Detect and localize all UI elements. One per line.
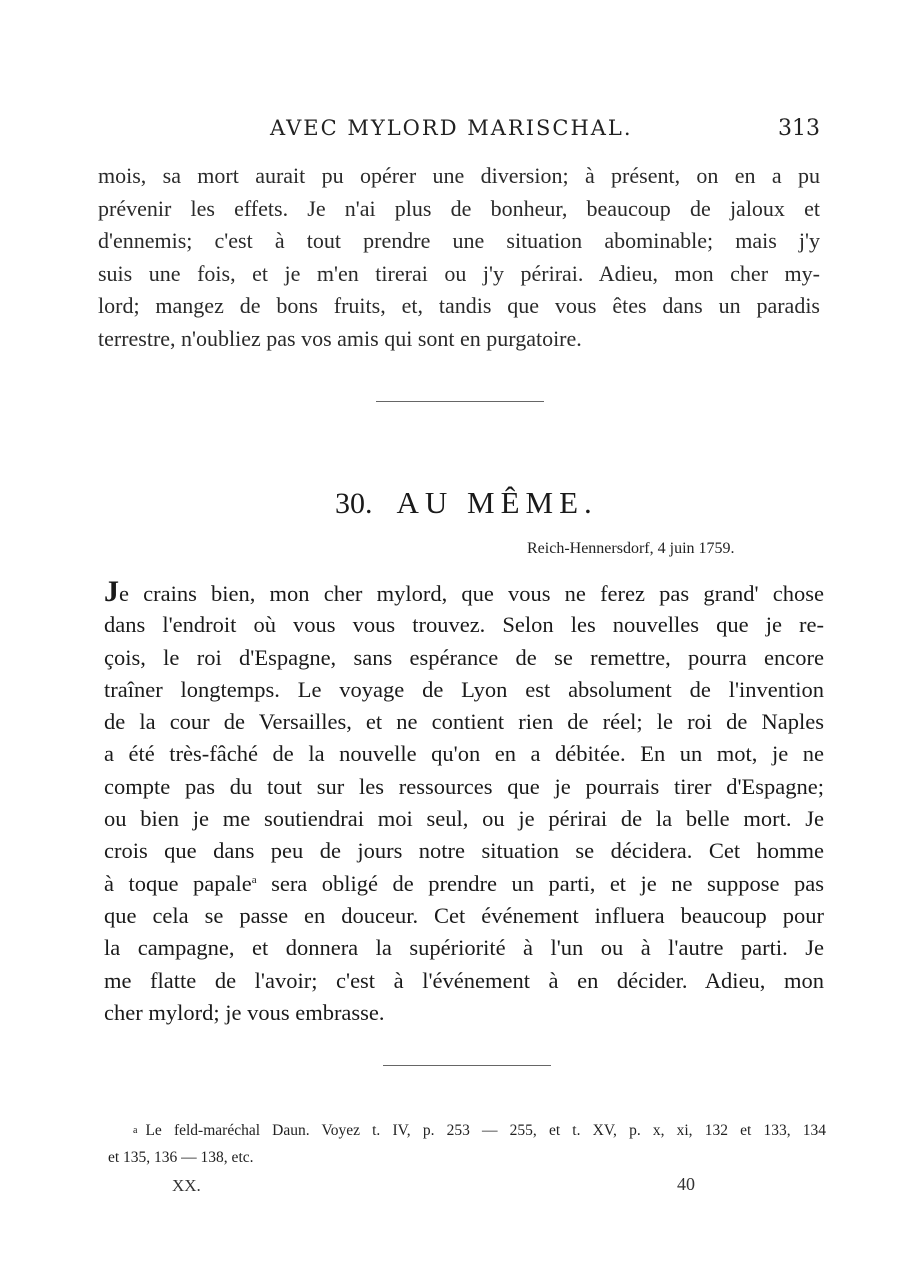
footnote	[108, 1117, 826, 1171]
footnote-reference[interactable]: a	[251, 873, 257, 886]
letter-heading	[335, 485, 598, 521]
text-line: a été très-fâché de la nouvelle qu'on en a débitée. En un mot, je ne	[104, 741, 824, 767]
footnote-line	[108, 1117, 826, 1144]
text-line: lord; mangez de bons fruits, et, tandis que vous êtes dans un paradis	[98, 293, 820, 318]
text-line: traîner longtemps. Le voyage de Lyon est absolument de l'invention	[104, 676, 824, 702]
signature-mark: XX.	[172, 1176, 201, 1195]
text-line-content: à toque papale	[104, 870, 252, 896]
letter-number: 30.	[335, 487, 373, 520]
text-line: ou bien je me soutiendrai moi seul, ou je périrai de la belle mort. Je	[104, 806, 824, 832]
text-line: compte pas du tout sur les ressources que je pourrais tirer d'Espagne;	[104, 773, 824, 799]
text-line-content: sera obligé de prendre un parti, et je ne suppose pas	[256, 870, 825, 896]
footnote-marker: a	[133, 1125, 138, 1136]
text-line: prévenir les effets. Je n'ai plus de bonheur, beaucoup de jaloux et	[98, 195, 820, 221]
letter-body	[104, 577, 824, 1029]
sheet-number: 40	[677, 1174, 695, 1194]
text-line: crois que dans peu de jours notre situation se décidera. Cet homme	[104, 838, 824, 864]
text-line: la campagne, et donnera la supériorité à l'un ou à l'autre parti. Je	[104, 935, 824, 961]
footnote-line: et 135, 136 — 138, etc.	[108, 1149, 254, 1166]
footnote-text: Le feld-maréchal Daun. Voyez t. IV, p. 253 — 255, et t. XV, p. x, xi, 132 et 133, 134	[145, 1122, 826, 1139]
text-line: que cela se passe en douceur. Cet événement influera beaucoup pour	[104, 902, 824, 928]
section-divider	[383, 1065, 551, 1066]
text-line: dans l'endroit où vous vous trouvez. Selon les nouvelles que je re-	[104, 612, 824, 638]
letter-dateline: Reich-Hennersdorf, 4 juin 1759.	[527, 540, 735, 557]
section-divider	[376, 401, 544, 402]
text-line: çois, le roi d'Espagne, sans espérance de se remettre, pourra encore	[104, 644, 824, 670]
text-line-content: e crains bien, mon cher mylord, que vous ne ferez pas grand' chose	[119, 581, 824, 606]
text-line	[104, 577, 824, 609]
previous-letter-ending	[98, 160, 820, 355]
text-line: me flatte de l'avoir; c'est à l'événement à en décider. Adieu, mon	[104, 967, 824, 993]
text-line: cher mylord; je vous embrasse.	[104, 999, 385, 1025]
text-line	[104, 868, 824, 900]
text-line: terrestre, n'oubliez pas vos amis qui sont en purgatoire.	[98, 325, 582, 351]
letter-title: AU MÊME.	[396, 485, 598, 520]
text-line: mois, sa mort aurait pu opérer une diversion; à présent, on en a pu	[98, 163, 820, 188]
text-line: suis une fois, et je m'en tirerai ou j'y périrai. Adieu, mon cher my-	[98, 260, 820, 286]
page-number: 313	[778, 116, 820, 141]
running-head: AVEC MYLORD MARISCHAL.	[270, 116, 633, 140]
text-line: de la cour de Versailles, et ne contient rien de réel; le roi de Naples	[104, 709, 824, 735]
text-line: d'ennemis; c'est à tout prendre une situation abominable; mais j'y	[98, 228, 820, 253]
drop-cap: J	[104, 575, 119, 608]
